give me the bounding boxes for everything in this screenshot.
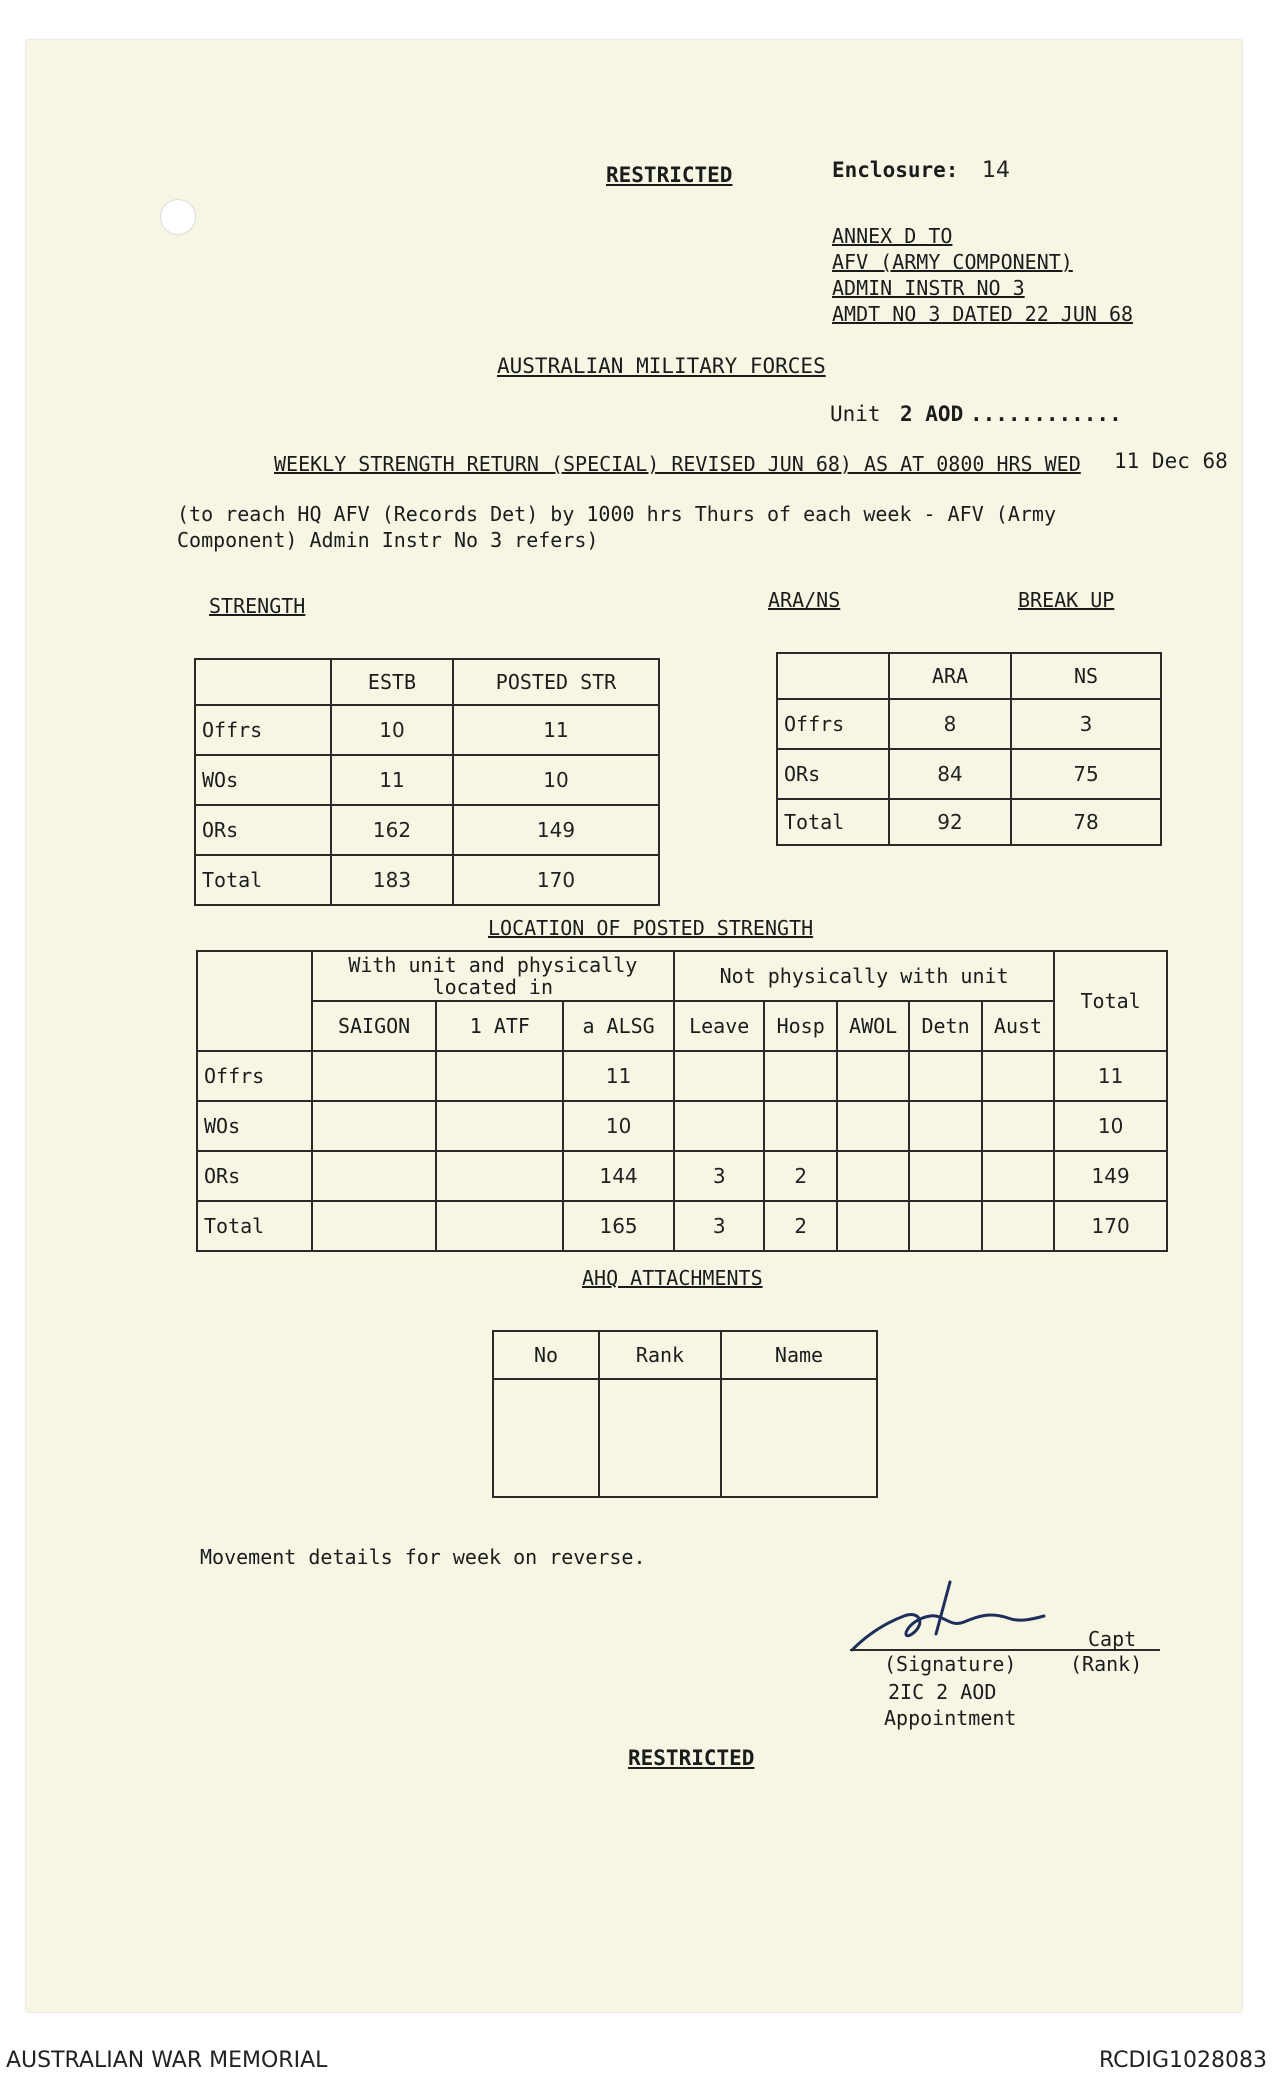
- col-awol: AWOL: [837, 1001, 909, 1051]
- detn-value: [909, 1151, 981, 1201]
- col-leave: Leave: [674, 1001, 765, 1051]
- table-row: [195, 855, 659, 905]
- enclosure-label: Enclosure:: [832, 158, 959, 182]
- breakup-heading-1: ARA/NS: [768, 588, 841, 612]
- alsg-value: 10: [563, 1101, 674, 1151]
- group-with-unit: [312, 951, 674, 1001]
- no-cell: [493, 1379, 599, 1497]
- total-value: 10: [1054, 1101, 1167, 1151]
- estb-value: 162: [331, 805, 453, 855]
- table-row: [777, 749, 1161, 799]
- classification-top: RESTRICTED: [606, 163, 733, 187]
- row-label: ORs: [195, 805, 331, 855]
- row-label: Total: [197, 1201, 312, 1251]
- saigon-value: [312, 1051, 437, 1101]
- hosp-value: [764, 1051, 836, 1101]
- name-cell: [721, 1379, 877, 1497]
- enclosure-number: 14: [982, 158, 1010, 183]
- punch-hole: [160, 199, 196, 235]
- saigon-value: [312, 1151, 437, 1201]
- col-ara: ARA: [889, 653, 1011, 699]
- detn-value: [909, 1051, 981, 1101]
- table-row: [197, 1051, 1167, 1101]
- leave-value: 3: [674, 1201, 765, 1251]
- posted-value: 10: [453, 755, 659, 805]
- col-ns: NS: [1011, 653, 1161, 699]
- 1atf-value: [436, 1151, 563, 1201]
- ns-value: 75: [1011, 749, 1161, 799]
- ara-value: 8: [889, 699, 1011, 749]
- unit-value: 2 AOD: [900, 402, 964, 426]
- group-not-with-unit: Not physically with unit: [674, 951, 1054, 1001]
- col-saigon: SAIGON: [312, 1001, 437, 1051]
- hosp-value: [764, 1101, 836, 1151]
- breakup-heading-2: BREAK UP: [1018, 588, 1115, 612]
- hosp-value: 2: [764, 1201, 836, 1251]
- aust-value: [982, 1201, 1054, 1251]
- return-date: 11 Dec 68: [1114, 449, 1228, 473]
- annex-line-4: AMDT NO 3 DATED 22 JUN 68: [832, 302, 1134, 326]
- col-total: Total: [1054, 951, 1167, 1051]
- col-posted: POSTED STR: [453, 659, 659, 705]
- table-row: [195, 705, 659, 755]
- estb-value: 11: [331, 755, 453, 805]
- signature-label: (Signature): [884, 1652, 1017, 1676]
- alsg-value: 165: [563, 1201, 674, 1251]
- annex-line-1: ANNEX D TO: [832, 224, 953, 248]
- table-row: [197, 1101, 1167, 1151]
- row-label: WOs: [197, 1101, 312, 1151]
- annex-line-3: ADMIN INSTR NO 3: [832, 276, 1025, 300]
- archive-id: RCDIG1028083: [1098, 2048, 1267, 2073]
- col-estb: ESTB: [331, 659, 453, 705]
- row-label: Offrs: [777, 699, 889, 749]
- table-row: [777, 799, 1161, 845]
- attachments-heading: AHQ ATTACHMENTS: [582, 1266, 763, 1290]
- unit-dots: ............: [970, 402, 1122, 426]
- annex-line-2: AFV (ARMY COMPONENT): [832, 250, 1073, 274]
- posted-value: 11: [453, 705, 659, 755]
- aust-value: [982, 1151, 1054, 1201]
- detn-value: [909, 1201, 981, 1251]
- 1atf-value: [436, 1201, 563, 1251]
- saigon-value: [312, 1101, 437, 1151]
- detn-value: [909, 1101, 981, 1151]
- total-value: 11: [1054, 1051, 1167, 1101]
- aust-value: [982, 1051, 1054, 1101]
- row-label: Total: [195, 855, 331, 905]
- location-heading: LOCATION OF POSTED STRENGTH: [488, 916, 814, 940]
- 1atf-value: [436, 1101, 563, 1151]
- breakup-corner: [777, 653, 889, 699]
- col-rank: Rank: [599, 1331, 721, 1379]
- posted-value: 170: [453, 855, 659, 905]
- table-row: [197, 1201, 1167, 1251]
- col-1atf: 1 ATF: [436, 1001, 563, 1051]
- awol-value: [837, 1201, 909, 1251]
- table-row: [493, 1379, 877, 1497]
- awol-value: [837, 1151, 909, 1201]
- location-corner: [197, 951, 312, 1051]
- leave-value: 3: [674, 1151, 765, 1201]
- appointment-value: 2IC 2 AOD: [888, 1680, 997, 1704]
- row-label: Total: [777, 799, 889, 845]
- ara-value: 92: [889, 799, 1011, 845]
- strength-table: [194, 658, 660, 906]
- total-value: 149: [1054, 1151, 1167, 1201]
- group-with-line-1: With unit and physically: [348, 953, 638, 977]
- group-with-line-2: located in: [432, 975, 554, 999]
- table-row: [195, 755, 659, 805]
- table-row: [197, 1151, 1167, 1201]
- attachments-table: [492, 1330, 878, 1498]
- row-label: ORs: [197, 1151, 312, 1201]
- total-value: 170: [1054, 1201, 1167, 1251]
- hosp-value: 2: [764, 1151, 836, 1201]
- estb-value: 183: [331, 855, 453, 905]
- alsg-value: 144: [563, 1151, 674, 1201]
- col-hosp: Hosp: [764, 1001, 836, 1051]
- table-row: [777, 699, 1161, 749]
- col-aust: Aust: [982, 1001, 1054, 1051]
- instructions-line-2: Component) Admin Instr No 3 refers): [177, 528, 599, 552]
- row-label: Offrs: [197, 1051, 312, 1101]
- rank-label: (Rank): [1070, 1652, 1143, 1676]
- return-title: WEEKLY STRENGTH RETURN (SPECIAL) REVISED JUN 68) AS AT 0800 HRS WED: [274, 452, 1081, 476]
- table-row: [195, 805, 659, 855]
- unit-label: Unit: [830, 402, 881, 426]
- awol-value: [837, 1051, 909, 1101]
- strength-corner: [195, 659, 331, 705]
- appointment-label: Appointment: [884, 1706, 1017, 1730]
- saigon-value: [312, 1201, 437, 1251]
- posted-value: 149: [453, 805, 659, 855]
- instructions-line-1: (to reach HQ AFV (Records Det) by 1000 hrs Thurs of each week - AFV (Army: [177, 502, 1056, 526]
- org-title: AUSTRALIAN MILITARY FORCES: [497, 354, 826, 378]
- archive-credit: AUSTRALIAN WAR MEMORIAL: [6, 2048, 328, 2073]
- row-label: WOs: [195, 755, 331, 805]
- location-table: [196, 950, 1168, 1252]
- ns-value: 78: [1011, 799, 1161, 845]
- col-no: No: [493, 1331, 599, 1379]
- leave-value: [674, 1051, 765, 1101]
- estb-value: 10: [331, 705, 453, 755]
- row-label: ORs: [777, 749, 889, 799]
- 1atf-value: [436, 1051, 563, 1101]
- row-label: Offrs: [195, 705, 331, 755]
- breakup-table: [776, 652, 1162, 846]
- movement-note: Movement details for week on reverse.: [200, 1545, 646, 1569]
- col-alsg: a ALSG: [563, 1001, 674, 1051]
- aust-value: [982, 1101, 1054, 1151]
- alsg-value: 11: [563, 1051, 674, 1101]
- col-name: Name: [721, 1331, 877, 1379]
- leave-value: [674, 1101, 765, 1151]
- rank-cell: [599, 1379, 721, 1497]
- awol-value: [837, 1101, 909, 1151]
- signatory-rank: Capt: [1088, 1627, 1137, 1651]
- col-detn: Detn: [909, 1001, 981, 1051]
- strength-heading: STRENGTH: [209, 594, 306, 618]
- ns-value: 3: [1011, 699, 1161, 749]
- classification-bottom: RESTRICTED: [628, 1746, 755, 1770]
- ara-value: 84: [889, 749, 1011, 799]
